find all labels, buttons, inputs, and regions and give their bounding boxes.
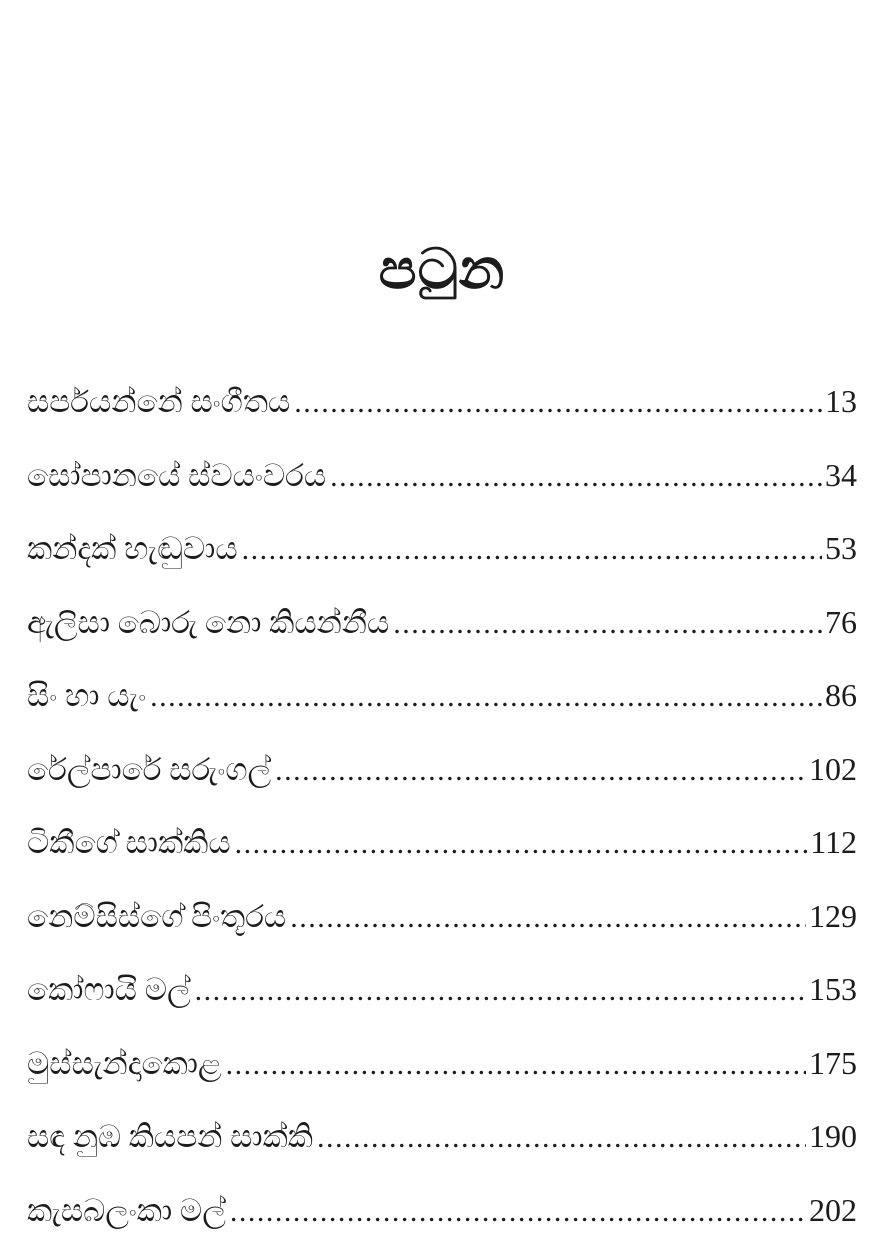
- dot-leader: [393, 586, 822, 661]
- toc-entry: [27, 659, 857, 733]
- toc-entry: [27, 953, 857, 1027]
- dot-leader: [330, 439, 822, 514]
- toc-entry-title: නෙම්සිස්ගේ පිංතූරය: [27, 898, 287, 934]
- toc-entry: [27, 880, 857, 954]
- toc-entry: [27, 439, 857, 513]
- toc-entry-title: කන්දක් හැඬුවාය: [27, 531, 238, 566]
- toc-entry-page-number: 129: [809, 897, 857, 934]
- toc-entry: [27, 1027, 857, 1101]
- dot-leader: [294, 365, 822, 440]
- toc-entry: [27, 586, 857, 660]
- toc-entry-page-number: 13: [825, 383, 857, 419]
- table-of-contents: [27, 365, 857, 1247]
- toc-entry: [27, 1100, 857, 1174]
- dot-leader: [230, 1174, 806, 1249]
- toc-entry-title: සිං හා යැං: [27, 678, 147, 713]
- toc-entry: [27, 733, 857, 807]
- toc-entry-page-number: 53: [825, 530, 857, 566]
- toc-entry: [27, 512, 857, 586]
- toc-entry-page-number: 202: [809, 1191, 857, 1228]
- dot-leader: [317, 1100, 806, 1175]
- toc-entry-page-number: 112: [810, 824, 857, 860]
- page-title: පටුන: [378, 239, 506, 301]
- dot-leader: [226, 1027, 806, 1102]
- toc-entry-title: ඇලිසා බොරු නො කියන්නීය: [27, 604, 390, 640]
- dot-leader: [195, 953, 806, 1028]
- toc-entry-title: සර්පයන්නේ සංගීතය: [27, 384, 291, 419]
- dot-leader: [150, 659, 822, 734]
- toc-entry-page-number: 175: [809, 1044, 857, 1081]
- toc-entry-page-number: 153: [809, 971, 857, 1007]
- toc-entry-page-number: 102: [809, 750, 857, 787]
- toc-entry-page-number: 34: [825, 456, 857, 493]
- toc-entry: [27, 806, 857, 880]
- toc-entry-title: කැසබලංකා මල්: [27, 1192, 226, 1228]
- toc-entry-title: රේල්පාරේ සරුංගල්: [27, 751, 272, 787]
- dot-leader: [275, 733, 806, 808]
- dot-leader: [290, 880, 806, 955]
- toc-entry-title: මුස්සැන්දාකොළ: [27, 1045, 222, 1081]
- toc-entry-title: කෝෆායි මල්: [27, 972, 191, 1007]
- toc-entry-title: ටිකීගේ සාක්කිය: [27, 825, 231, 860]
- toc-entry: [27, 365, 857, 439]
- toc-entry-page-number: 86: [825, 677, 857, 713]
- toc-entry-title: සඳ නුඹ කියපන් සාක්කි: [27, 1119, 313, 1154]
- toc-entry-title: සෝපානයේ ස්වයංවරය: [27, 457, 327, 493]
- toc-entry-page-number: 76: [825, 603, 857, 640]
- toc-entry-page-number: 190: [809, 1118, 857, 1154]
- dot-leader: [242, 512, 822, 587]
- toc-entry: [27, 1174, 857, 1248]
- dot-leader: [235, 806, 808, 881]
